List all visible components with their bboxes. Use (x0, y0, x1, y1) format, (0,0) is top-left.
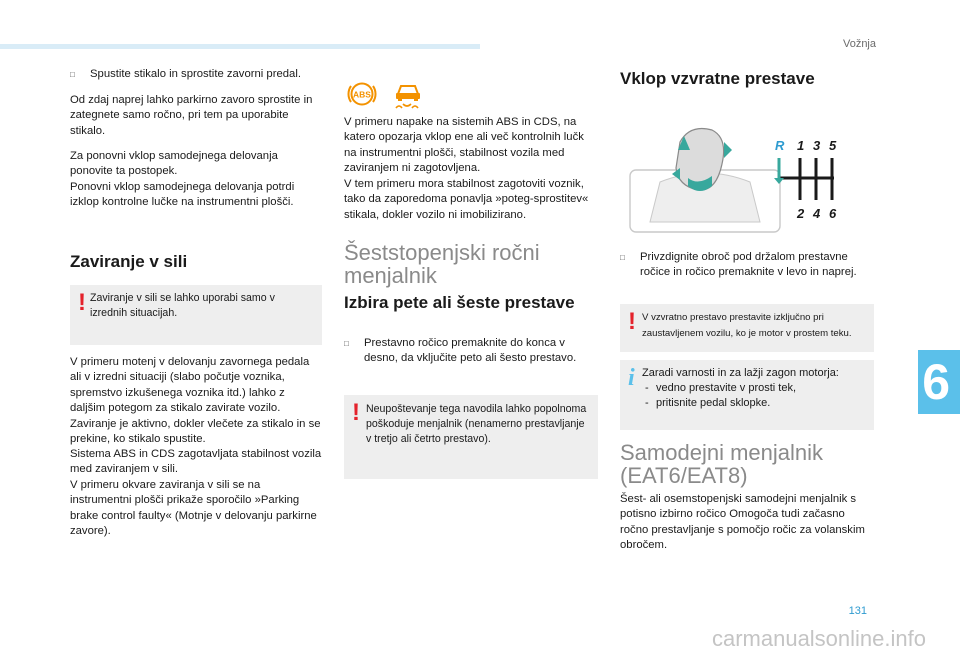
warning-icon: ! (628, 308, 636, 335)
warning-text: Zaviranje v sili se lahko uporabi samo v izrednih situacijah. (90, 292, 275, 319)
bullet-marker-icon: □ (620, 253, 625, 262)
section-title: Vožnja (842, 38, 876, 50)
bullet-fifth-sixth (344, 336, 598, 367)
gear-label-2: 2 (797, 206, 805, 221)
paragraph: Od zdaj naprej lahko parkirno zavoro sprostite in zategnete samo ročno, pri tem pa uporabite stikalo. (70, 94, 313, 137)
warning-box (344, 395, 598, 479)
watermark: carmanualsonline.info (711, 626, 926, 651)
warning-icon: ! (78, 289, 86, 316)
heading-reverse-gear: Vklop vzvratne prestave (620, 69, 815, 88)
bullet-text: Spustite stikalo in sprostite zavorni predal. (90, 68, 301, 80)
paragraph: V primeru motenj v delovanju zavornega pedala ali v izredni situaciji (slabo počutje voznika, spremstvo izkušenega voznika itd.) lahko z daljšim potegom za stikalo zavirate vozilo. Zaviranje je aktivno, dokler vlečete za stikalo in se prekine, ko stikalo spustite. (70, 356, 321, 446)
warning-lamps (346, 78, 432, 110)
heading-automatic-gearbox-line2: (EAT6/EAT8) (620, 463, 748, 488)
shift-pattern-diagram (774, 138, 837, 221)
heading-manual-gearbox-line2: menjalnik (344, 263, 437, 288)
paragraph: V primeru napake na sistemih ABS in CDS, na katero opozarja vklop ene ali več kontrolnih lučk na instrumentni plošči, stabilnost vozila med zaviranjem ni zagotovljena. (344, 116, 584, 175)
bullet-marker-icon: □ (344, 339, 349, 348)
info-intro: Zaradi varnosti in za lažji zagon motorja: (642, 367, 839, 379)
bullet-text: Privzdignite obroč pod držalom prestavne ročice in ročico premaknite v levo in naprej. (640, 251, 857, 279)
heading-fifth-sixth-gear: Izbira pete ali šeste prestave (344, 293, 575, 312)
gear-label-4: 4 (813, 206, 821, 221)
heading-emergency-braking: Zaviranje v sili (70, 252, 188, 271)
info-list-item: - vedno prestavite v prosti tek, (642, 381, 866, 396)
abs-warning-icon (348, 84, 375, 105)
svg-text:ABS: ABS (353, 89, 371, 100)
warning-box (620, 304, 874, 352)
heading-manual-gearbox-line1: Šeststopenjski ročni (344, 240, 540, 265)
gear-lever-illustration (620, 120, 846, 238)
paragraph: Ponovni vklop samodejnega delovanja potrdi izklop kontrolne lučke na instrumentni plošči. (70, 181, 295, 209)
paragraph: Sistema ABS in CDS zagotavljata stabilnost vozila med zaviranjem v sili. (70, 448, 322, 476)
bullet-text: Prestavno ročico premaknite do konca v desno, da vključite peto ali šesto prestavo. (364, 337, 577, 365)
paragraph: Šest- ali osemstopenjski samodejni menjalnik s potisno izbirno ročico Omogoča tudi začasno ročno prestavljanje s pomočjo ročic za volanskim obročem. (620, 493, 865, 552)
warning-text: V vzvratno prestavo prestavite izključno pri zaustavljenem vozilu, ko je motor v prostem teku. (642, 312, 852, 339)
paragraph: V tem primeru mora stabilnost zagotoviti voznik, tako da zaporedoma ponavlja »poteg-sprostitev« stikala, dokler vozilo ni imobilizirano. (344, 178, 589, 221)
bullet-marker-icon: □ (70, 70, 75, 79)
paragraph: V primeru okvare zaviranja v sili se na instrumentni plošči prikaže sporočilo »Parking brake control faulty« (Motnje v delovanju parkirne zavore). (70, 479, 317, 538)
info-icon: i (628, 365, 635, 391)
bullet-reverse (620, 250, 876, 281)
bullet-release-switch (70, 67, 322, 82)
info-list-item: - pritisnite pedal sklopke. (642, 396, 866, 411)
warning-text: Neupoštevanje tega navodila lahko popolnoma poškoduje menjalnik (nenamerno prestavljanje v tretjo ali četrto prestavo). (366, 403, 587, 445)
info-box (620, 360, 874, 430)
stability-control-icon (396, 86, 420, 108)
warning-box (70, 285, 322, 345)
header-bar (0, 44, 480, 49)
warning-icon: ! (352, 399, 360, 426)
gear-label-1: 1 (797, 138, 805, 153)
info-list (642, 381, 866, 411)
gear-label-r: R (775, 138, 785, 153)
gear-label-5: 5 (829, 138, 837, 153)
chapter-number: 6 (922, 354, 950, 410)
info-content (642, 366, 866, 411)
heading-automatic-gearbox-line1: Samodejni menjalnik (620, 440, 823, 465)
page-number: 131 (848, 605, 867, 617)
gear-label-3: 3 (813, 138, 821, 153)
paragraph: Za ponovni vklop samodejnega delovanja ponovite ta postopek. (70, 150, 278, 178)
gear-label-6: 6 (829, 206, 837, 221)
